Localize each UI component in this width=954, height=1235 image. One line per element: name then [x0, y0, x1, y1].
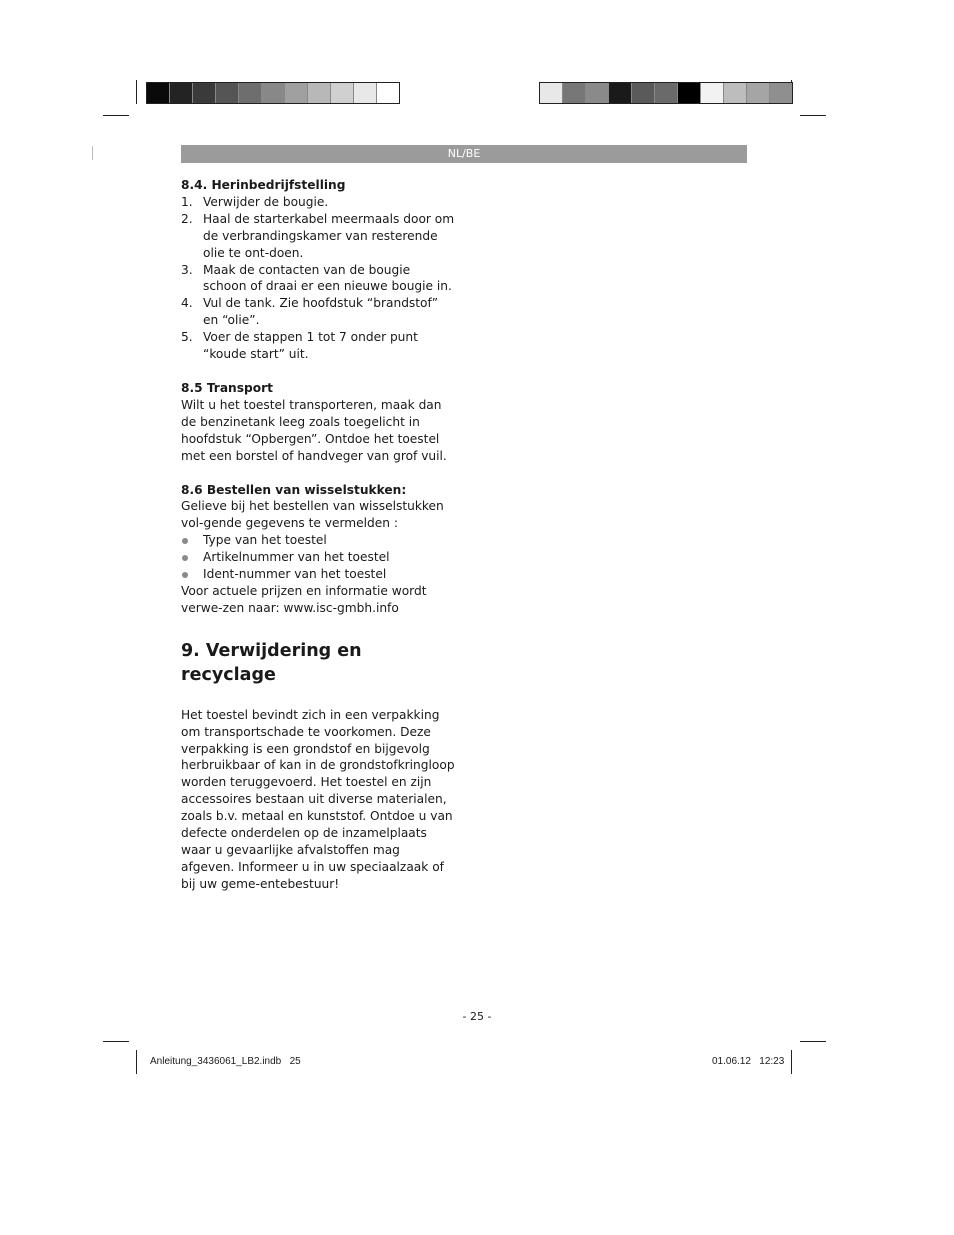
content-column [181, 177, 456, 893]
color-swatch [169, 83, 192, 103]
crop-mark [136, 80, 137, 104]
parts-bullet-list [181, 532, 456, 583]
footer-file-label: Anleitung_3436061_LB2.indb 25 [150, 1056, 301, 1067]
page-number: - 25 - [462, 1010, 492, 1023]
color-swatch [238, 83, 261, 103]
color-swatch [192, 83, 215, 103]
crop-mark [800, 1041, 826, 1042]
bullet-icon [182, 555, 188, 561]
color-swatch [330, 83, 353, 103]
section-heading-9: 9. Verwijdering en recyclage [181, 640, 362, 685]
parts-intro-paragraph: Gelieve bij het bestellen van wisselstukken vol-gende gegevens te vermelden : [181, 499, 444, 531]
color-swatch [608, 83, 631, 103]
list-item: Ident-nummer van het toestel [181, 566, 456, 583]
color-swatch [585, 83, 608, 103]
list-item: 2. Haal de starterkabel meermaals door om de verbrandingskamer van resterende olie te ont-doen. [181, 211, 455, 260]
color-swatch [700, 83, 723, 103]
color-swatch [769, 83, 792, 103]
bullet-icon [182, 538, 188, 544]
color-swatch [307, 83, 330, 103]
language-label: NL/BE [447, 147, 481, 160]
color-swatch [654, 83, 677, 103]
color-swatch [631, 83, 654, 103]
crop-mark [136, 1050, 137, 1074]
crop-mark [791, 1050, 792, 1074]
color-swatch [562, 83, 585, 103]
color-swatch [147, 83, 169, 103]
crop-mark [103, 1041, 129, 1042]
color-swatch [677, 83, 700, 103]
crop-mark [800, 115, 826, 116]
list-item: Type van het toestel [181, 532, 456, 549]
section-heading-8-6: 8.6 Bestellen van wisselstukken: [181, 482, 407, 497]
bullet-icon [182, 572, 188, 578]
language-header-bar [181, 145, 747, 163]
list-item: 5. Voer de stappen 1 tot 7 onder punt “koude start” uit. [181, 330, 418, 362]
section-heading-8-5: 8.5 Transport [181, 380, 273, 395]
crop-mark [103, 115, 129, 116]
section-heading-8-4: 8.4. Herinbedrijfstelling [181, 178, 346, 192]
color-swatch [261, 83, 284, 103]
color-swatch [215, 83, 238, 103]
color-swatch [746, 83, 769, 103]
steps-list [181, 194, 456, 363]
parts-outro-paragraph: Voor actuele prijzen en informatie wordt verwe-zen naar: www.isc-gmbh.info [181, 583, 427, 615]
color-bar-left [146, 82, 400, 104]
list-item: 4. Vul de tank. Zie hoofdstuk “brandstof” en “olie”. [181, 296, 439, 328]
transport-paragraph: Wilt u het toestel transporteren, maak dan de benzinetank leeg zoals toegelicht in hoofdstuk “Opbergen”. Ontdoe het toestel met een borstel of handveger van grof vuil. [181, 397, 447, 463]
footer-datetime: 01.06.12 12:23 [712, 1056, 785, 1067]
color-swatch [540, 83, 562, 103]
color-swatch [353, 83, 376, 103]
color-swatch [723, 83, 746, 103]
color-swatch [284, 83, 307, 103]
list-item: 1. Verwijder de bougie. [181, 194, 329, 209]
list-item: 3. Maak de contacten van de bougie schoon of draai er een nieuwe bougie in. [181, 262, 452, 294]
color-bar-right [539, 82, 793, 104]
color-swatch [376, 83, 399, 103]
crop-mark [92, 146, 93, 160]
list-item: Artikelnummer van het toestel [181, 549, 456, 566]
recycling-paragraph: Het toestel bevindt zich in een verpakking om transportschade te voorkomen. Deze verpakking is een grondstof en bijgevolg herbruikbaar of kan in de grondstofkringloop worden teruggevoerd. Het toestel en zijn accessoires bestaan uit diverse materialen, zoals b.v. metaal en kunststof. Ontdoe u van defecte onderdelen op de inzamelplaats waar u gevaarlijke afvalstoffen mag afgeven. Informeer u in uw speciaalzaak of bij uw geme-entebestuur! [181, 707, 455, 891]
